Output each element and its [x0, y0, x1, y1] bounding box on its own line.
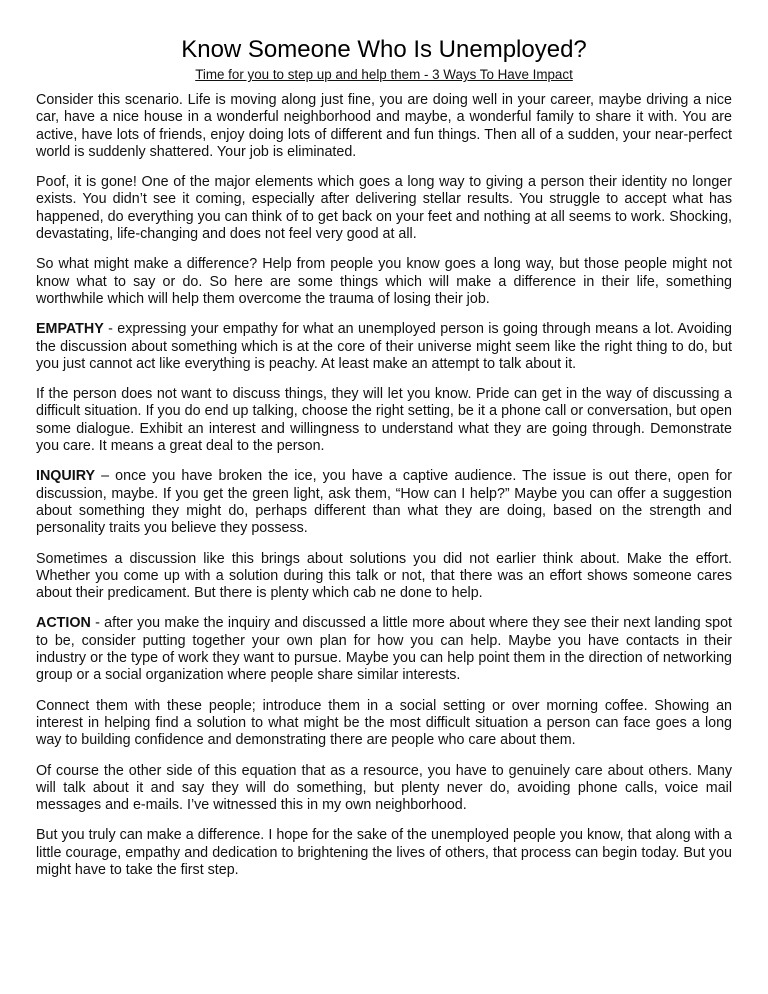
- action-heading: ACTION: [36, 615, 91, 632]
- inquiry-heading: INQUIRY: [36, 468, 96, 485]
- paragraph-empathy: [36, 321, 732, 373]
- document-page: [36, 34, 732, 892]
- paragraph-text: - expressing your empathy for what an unemployed person is going through means a lot. Avoiding the discussion about something which is at the core of their universe might seem like the right thing to do, but you just cannot act like everything is peachy. At least make an attempt to talk about it.: [36, 321, 732, 372]
- paragraph-poof: [36, 174, 732, 243]
- paragraph-text: But you truly can make a difference. I hope for the sake of the unemployed people you know, that along with a little courage, empathy and dedication to brightening the lives of others, that process can begin today. But you might have to take the first step.: [36, 827, 732, 878]
- paragraph-text: Consider this scenario. Life is moving along just fine, you are doing well in your career, maybe driving a nice car, have a nice house in a wonderful neighborhood and maybe, a wonderful family to share it with. You are active, have lots of friends, enjoy doing lots of different and fun things. Then all of a sudden, your near-perfect world is suddenly shattered. Your job is eliminated.: [36, 92, 732, 160]
- paragraph-scenario: [36, 92, 732, 161]
- paragraph-conclusion: [36, 827, 732, 879]
- paragraph-other-side: [36, 763, 732, 815]
- paragraph-text: Of course the other side of this equation that as a resource, you have to genuinely care about others. Many will talk about it and say they will do something, but plenty never do, avoiding phone calls, voice mail messages and e-mails. I’ve witnessed this in my own neighborhood.: [36, 762, 732, 814]
- page-title: Know Someone Who Is Unemployed?: [181, 36, 587, 63]
- paragraph-connect: [36, 698, 732, 750]
- paragraph-text: If the person does not want to discuss things, they will let you know. Pride can get in the way of discussing a difficult situation. If you do end up talking, choose the right setting, be it a phone call or conversation, but open some dialogue. Exhibit an interest and willingness to understand what they are going through. Demonstrate you care. It means a great deal to the person.: [36, 386, 732, 455]
- paragraph-inquiry: [36, 468, 732, 537]
- paragraph-text: So what might make a difference? Help from people you know goes a long way, but those people might not know what to say or do. So here are some things which will make a difference in their life, something worthwhile which will help them overcome the trauma of losing their job.: [36, 256, 732, 307]
- paragraph-text: Poof, it is gone! One of the major elements which goes a long way to giving a person their identity no longer exists. You didn’t see it coming, especially after delivering stellar results. You struggle to accept what has happened, do everything you can think of to get back on your feet and nothing at all seems to work. Shocking, devastating, life-changing and does not feel very good at all.: [36, 174, 732, 243]
- page-subtitle: Time for you to step up and help them - 3 Ways To Have Impact: [195, 67, 573, 82]
- paragraph-text: – once you have broken the ice, you have a captive audience. The issue is out there, open for discussion, maybe. If you get the green light, ask them, “How can I help?” Maybe you can offer a suggestion about something they might do, perhaps different than what they are doing, based on the strength and personality traits you believe they possess.: [36, 468, 732, 537]
- paragraph-text: Connect them with these people; introduce them in a social setting or over morning coffee. Showing an interest in helping find a solution to what might be the most difficult situation a person can face goes a long way to building confidence and demonstrating there are people who care about them.: [36, 697, 732, 749]
- paragraph-text: - after you make the inquiry and discussed a little more about where they see their next landing spot to be, consider putting together your own plan for how you can help. Maybe you have contacts in their industry or the type of work they want to pursue. Maybe you can help point them in the direction of networking group or a social organization where people share similar interests.: [36, 615, 732, 684]
- empathy-heading: EMPATHY: [36, 321, 104, 338]
- paragraph-action: [36, 615, 732, 684]
- paragraph-effort: [36, 551, 732, 603]
- paragraph-discuss: [36, 386, 732, 455]
- paragraph-difference: [36, 256, 732, 308]
- paragraph-text: Sometimes a discussion like this brings about solutions you did not earlier think about. Make the effort. Whether you come up with a solution during this talk or not, that there was an effort shows someone cares about their predicament. But there is plenty which cab ne done to help.: [36, 550, 732, 602]
